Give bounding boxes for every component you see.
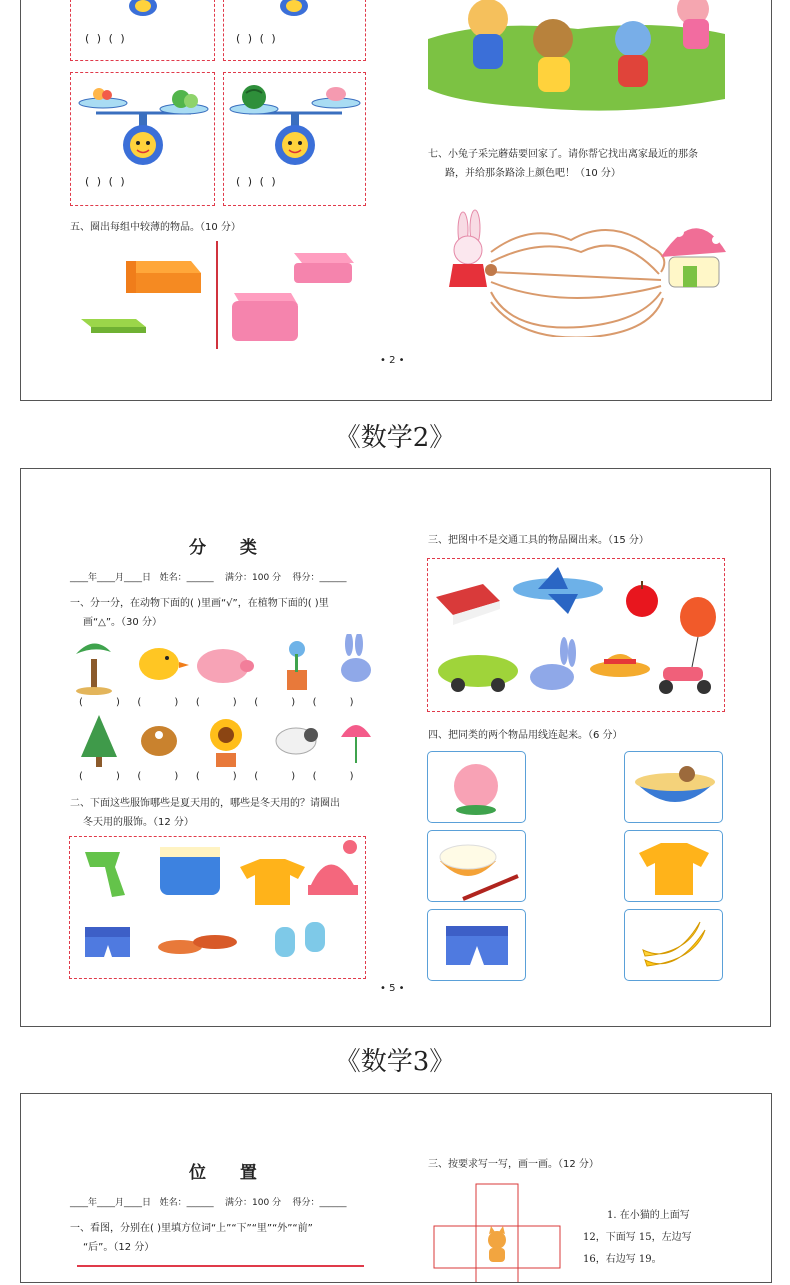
answer-parens: ( ) ( ) [236, 175, 278, 188]
question-7-line-2: 路，并给那条路涂上颜色吧！（10 分） [445, 168, 621, 179]
tshirt-icon [625, 831, 724, 903]
question-1-text [70, 1219, 313, 1257]
question-1-line-1: 一、看图，分别在( )里填方位词“上”“下”“里”“外”“前” [70, 1223, 313, 1234]
question-4-text: 四、把同类的两个物品用线连起来。（6 分） [428, 730, 623, 741]
question-3-instructions [583, 1205, 692, 1271]
rabbit-icon [530, 637, 576, 690]
student-info-line: ____年____月____日 姓名：______ 满分：100 分 得分：______ [70, 573, 347, 583]
page-number: • 5 • [380, 983, 405, 994]
scale-pointer-icon [224, 0, 367, 20]
question-3-text: 三、把图中不是交通工具的物品圈出来。（15 分） [428, 535, 649, 546]
animals-running-illustration [428, 0, 725, 111]
sunflower-icon [210, 719, 242, 767]
noodle-bowl-icon [625, 752, 724, 824]
shorts-icon [85, 927, 130, 957]
instruction-line-1: 1. 在小猫的上面写 [607, 1210, 690, 1221]
page-title: 位 置 [189, 1163, 271, 1183]
banana-icon [625, 910, 724, 982]
pig-icon [197, 649, 254, 683]
transport-box [427, 558, 725, 712]
book-icon [436, 584, 500, 625]
transport-illustration [428, 559, 726, 713]
puppy-icon [141, 726, 177, 756]
kitten-icon [488, 1226, 506, 1262]
scale-pointer-icon [71, 0, 216, 20]
apple-icon [626, 581, 658, 617]
classify-row-2-illustration [71, 713, 371, 771]
match-card-noodles[interactable] [624, 751, 723, 823]
winter-hat-icon [308, 840, 358, 895]
answer-parens: ( ) ( ) [236, 32, 278, 45]
car-icon [438, 655, 518, 692]
question-2-line-2: 冬天用的服饰。（12 分） [83, 817, 194, 828]
worksheet-page-5 [20, 468, 771, 1027]
classify-row-1-illustration [71, 634, 371, 696]
balance-question-box [70, 0, 215, 61]
question-1-text [70, 594, 329, 632]
balance-question-box [223, 0, 366, 61]
match-card-rice[interactable] [427, 830, 526, 902]
sandals-icon [158, 935, 237, 954]
peach-icon [428, 752, 527, 824]
question-1-box-edge [77, 1265, 364, 1285]
question-7-text [428, 145, 698, 183]
potted-flower-icon [287, 641, 307, 690]
page-title: 分 类 [189, 538, 271, 558]
match-card-shorts[interactable] [427, 909, 526, 981]
match-card-tshirt[interactable] [624, 830, 723, 902]
instruction-line-2: 12，下面写 15，左边写 [583, 1232, 692, 1243]
rice-bowl-icon [428, 831, 527, 903]
tshirt-icon [240, 859, 305, 905]
answer-parens: ( ) ( ) [85, 32, 127, 45]
question-7-line-1: 七、小兔子采完蘑菇要回家了。请你帮它找出离家最近的那条 [428, 149, 698, 160]
airplane-icon [513, 567, 603, 614]
scooter-icon [659, 667, 711, 694]
pine-tree-icon [81, 715, 117, 767]
palm-tree-icon [76, 643, 112, 695]
balance-scale-icon [71, 77, 216, 177]
worksheet-page-2 [20, 0, 772, 401]
question-1-line-1: 一、分一分，在动物下面的( )里画“√”，在植物下面的( )里 [70, 598, 329, 609]
question-3-text: 三、按要求写一写，画一画。（12 分） [428, 1159, 599, 1170]
rabbit-maze-illustration [421, 202, 731, 337]
chick-icon [139, 648, 189, 680]
question-1-line-2: “后”。（12 分） [83, 1242, 155, 1253]
answer-parens-row-2: ( ) ( ) ( ) ( ) ( ) [79, 771, 356, 782]
rabbit-icon [341, 634, 371, 682]
page-number: • 2 • [380, 355, 405, 366]
instruction-line-3: 16，右边写 19。 [583, 1254, 662, 1265]
question-5-text: 五、圈出每组中较薄的物品。（10 分） [70, 222, 241, 233]
match-card-banana[interactable] [624, 909, 723, 981]
clothing-illustration [70, 837, 367, 980]
sun-hat-icon [590, 654, 650, 677]
cross-grid-illustration [433, 1182, 563, 1282]
winter-coat-icon [160, 847, 220, 895]
question-2-line-1: 二、下面这些服饰哪些是夏天用的，哪些是冬天用的？请圈出 [70, 798, 340, 809]
section-title-math-2: 《数学2》 [334, 423, 456, 453]
balloon-icon [680, 597, 716, 667]
scarf-icon [85, 852, 125, 897]
balance-scale-icon [224, 77, 367, 177]
question-1-line-2: 画“△”。（30 分） [83, 617, 162, 628]
answer-parens: ( ) ( ) [85, 175, 127, 188]
shorts-icon [428, 910, 527, 982]
student-info-line: ____年____月____日 姓名：______ 满分：100 分 得分：______ [70, 1198, 347, 1208]
match-card-peach[interactable] [427, 751, 526, 823]
balance-question-box [223, 72, 366, 206]
question-2-text [70, 794, 340, 832]
lotus-icon [341, 725, 371, 763]
mittens-icon [275, 922, 325, 957]
sheep-icon [276, 728, 318, 754]
worksheet-page-position [20, 1093, 772, 1283]
balance-question-box [70, 72, 215, 206]
answer-parens-row-1: ( ) ( ) ( ) ( ) ( ) [79, 697, 356, 708]
thin-objects-illustration [76, 241, 376, 361]
section-title-math-3: 《数学3》 [334, 1047, 456, 1077]
clothing-box [69, 836, 366, 979]
